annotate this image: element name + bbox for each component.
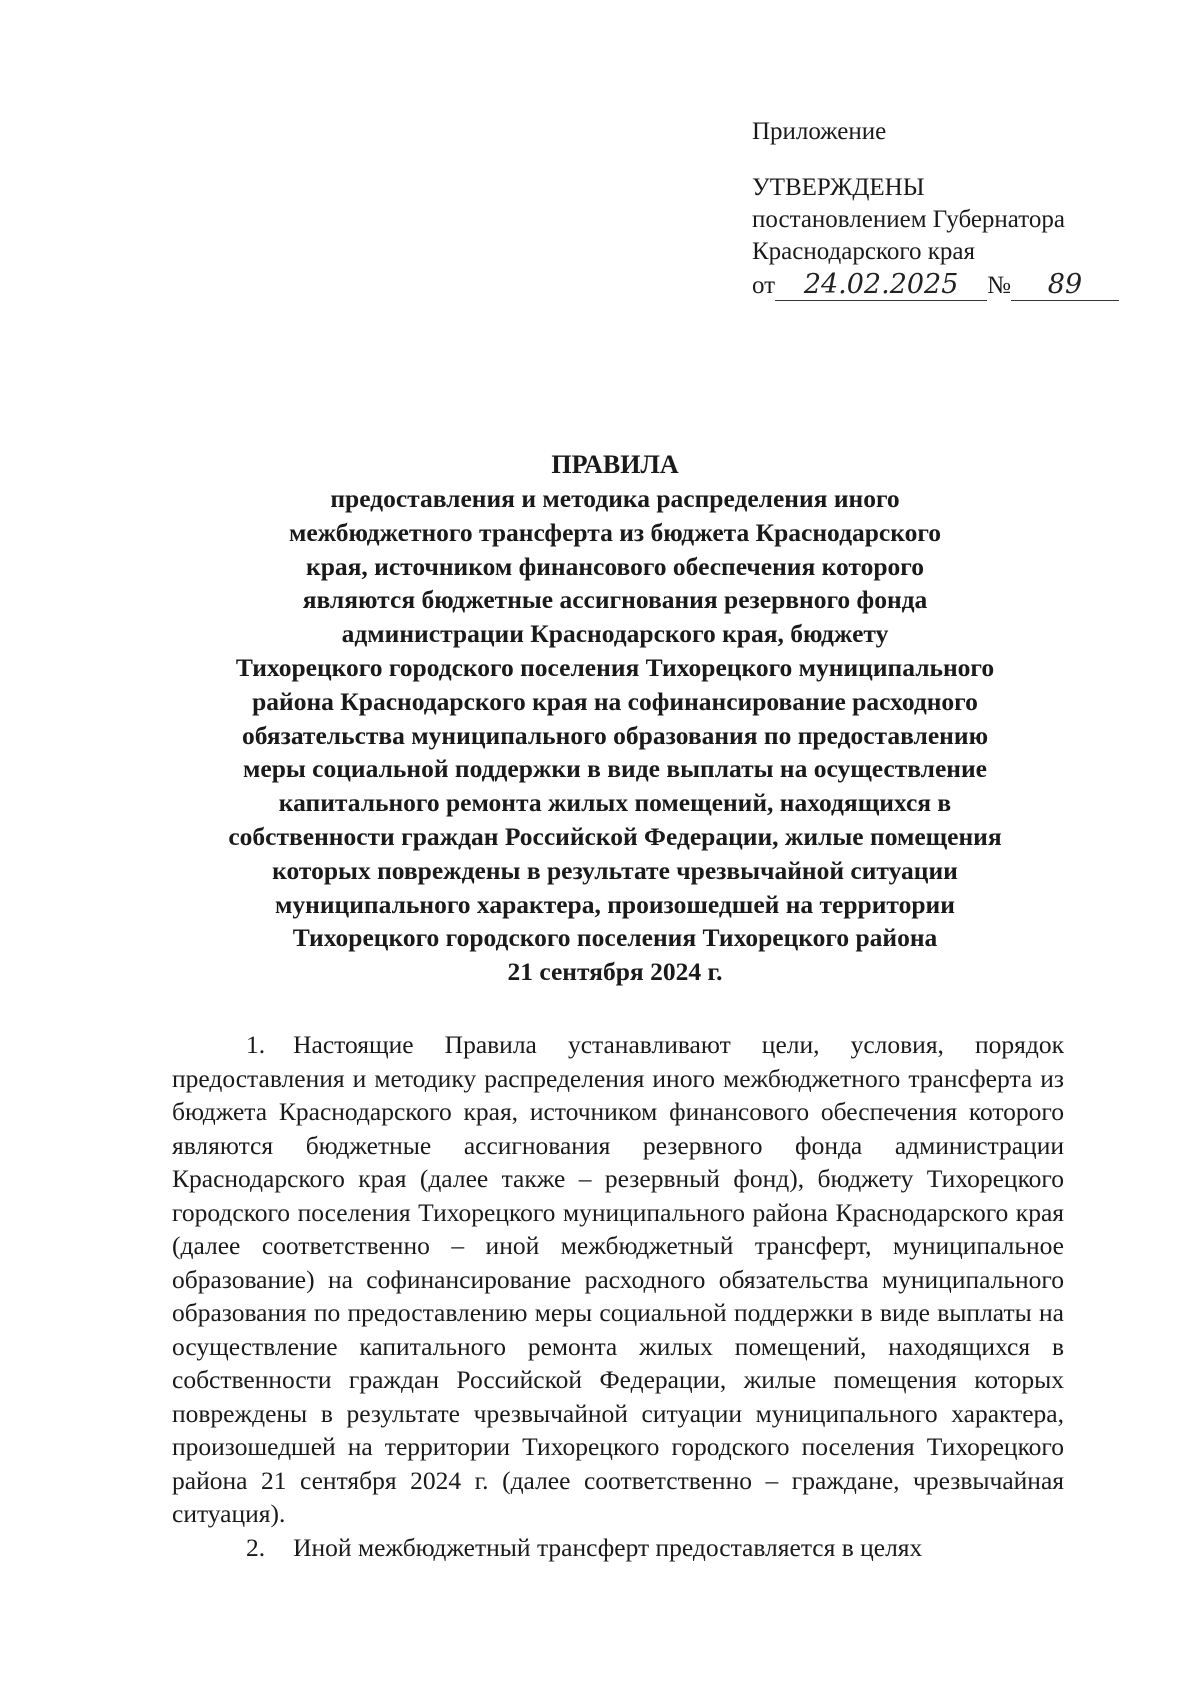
approval-authority: постановлением Губернатора (752, 206, 1065, 233)
title-line: предоставления и методика распределения иного (330, 484, 900, 513)
title-line: района Краснодарского края на софинансирование расходного (252, 686, 978, 716)
title-line: собственности граждан Российской Федерации, жилые помещения (228, 821, 1002, 851)
approval-date-line (752, 270, 1152, 302)
title-line: капитального ремонта жилых помещений, находящихся в (278, 788, 952, 818)
title-line: администрации Краснодарского края, бюджету (341, 619, 889, 649)
title-line: края, источником финансового обеспечения которого (306, 551, 924, 581)
paragraph-2 (172, 1531, 1064, 1565)
title-line: являются бюджетные ассигнования резервного фонда (302, 585, 928, 615)
approved-label: УТВЕРЖДЕНЫ (752, 174, 925, 201)
paragraph-2-text: Иной межбюджетный трансферт предоставляется в целях (293, 1532, 923, 1562)
appendix-label: Приложение (752, 118, 887, 145)
title-line: меры социальной поддержки в виде выплаты на осуществление (243, 754, 987, 784)
document-body (172, 1028, 1064, 1564)
paragraph-1-text: Настоящие Правила устанавливают цели, условия, порядок предоставления и методику распределения иного межбюджетного трансферта из бюджета Краснодарского края, источником финансового обеспечения которого являются бюджетные ассигнования резервного фонда администрации Краснодарского края (далее также – резервный фонд), бюджету Тихорецкого городского поселения Тихорецкого муниципального района Краснодарского края (далее соответственно – иной межбюджетный трансферт, муниципальное образование) на софинансирование расходного обязательства муниципального образования по предоставлению меры социальной поддержки в виде выплаты на осуществление капитального ремонта жилых помещений, находящихся в собственности граждан Российской Федерации, жилые помещения которых повреждены в результате чрезвычайной ситуации муниципального характера, произошедшей на территории Тихорецкого городского поселения Тихорецкого района 21 сентября 2024 г. (далее соответственно – граждане, чрезвычайная ситуация). (172, 1030, 1064, 1528)
title-line: 21 сентября 2024 г. (507, 957, 723, 987)
title-line: муниципального характера, произошедшей на территории (275, 889, 955, 919)
title-line: Тихорецкого городского поселения Тихорецкого муниципального (235, 652, 995, 682)
title-line: Тихорецкого городского поселения Тихорецкого района (292, 923, 938, 953)
paragraph-1 (172, 1028, 1064, 1531)
title-line: которых повреждены в результате чрезвычайной ситуации (272, 855, 958, 885)
number-prefix: № (987, 272, 1011, 299)
paragraph-1-number: 1. (246, 1030, 266, 1059)
approval-block (752, 116, 1152, 302)
title-line: межбюджетного трансферта из бюджета Краснодарского (288, 517, 942, 547)
paragraph-2-number: 2. (246, 1532, 266, 1562)
handwritten-number: 89 (1011, 270, 1119, 301)
handwritten-date: 24.02.2025 (775, 270, 987, 301)
document-title (150, 448, 1080, 989)
approval-region: Краснодарского края (752, 238, 975, 265)
date-prefix: от (752, 272, 776, 299)
title-main: ПРАВИЛА (551, 450, 679, 479)
title-line: обязательства муниципального образования по предоставлению (241, 720, 989, 750)
